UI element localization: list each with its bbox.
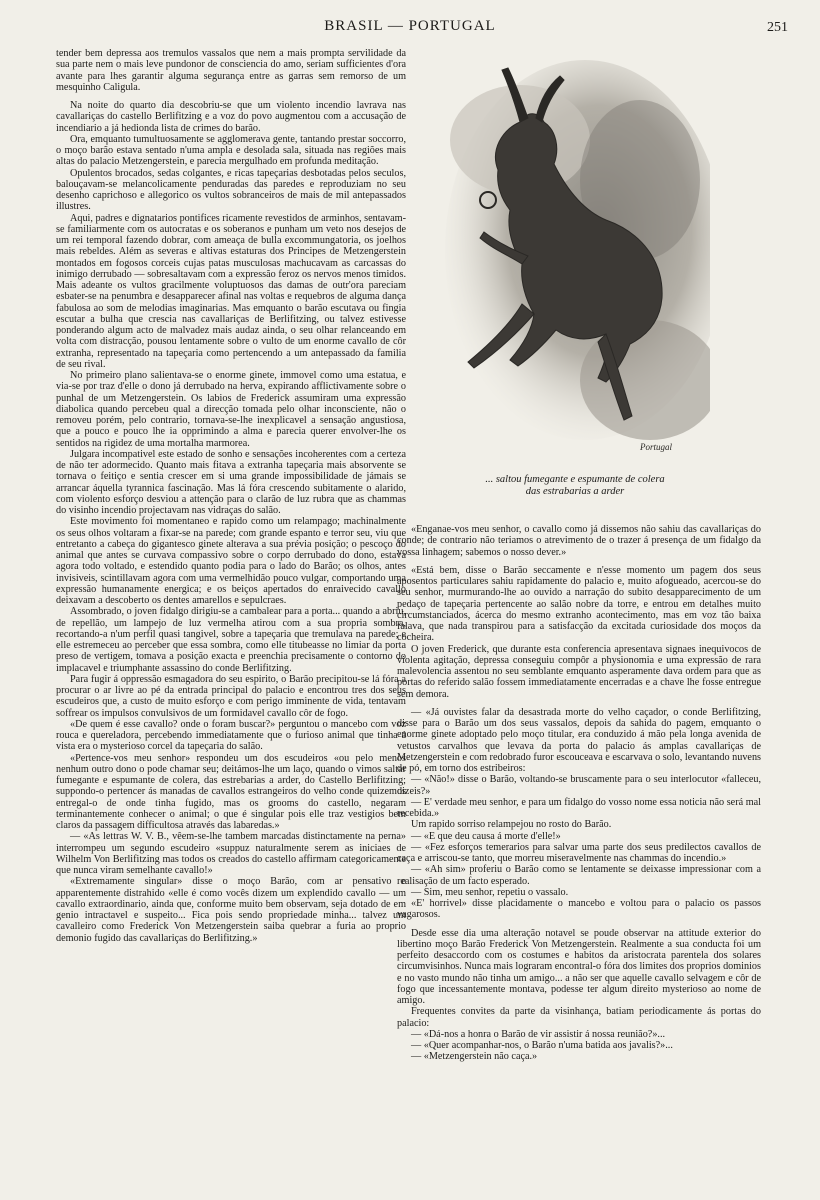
paragraph: — «Fez esforços temerarios para salvar uma parte dos seus predilectos cavallos de caça e arriscou-se tanto, que morreu miseravelmente nas chammas do incendio.» [397, 841, 761, 864]
paragraph: — «Ah sim» proferiu o Barão como se lentamente se deixasse impressionar com a realisação de um facto esperado. [397, 864, 761, 887]
paragraph: Este movimento foi momentaneo e rapido como um relampago; machinalmente os seus olhos voltaram a fixar-se na parede; com grande espanto e terror seu, viu que entretanto a cabeça do gigantesco ginete alterava a sua prévia posição; o pescoço do animal que antes se curvava compassivo sobre o corpo derrubado do dono, estava agora todo voltado, e estendido quanto podia para o lado do Barão; os olhos, antes invisiveis, scintillavam agora com uma vermelhidão pouco vulgar, comportando uma expressão humanamente energica; e os beiços apertados do enraivecido cavallo deixavam a descoberto os dentes amarellos e sepulcraes. [56, 516, 406, 606]
paragraph: «Está bem, disse o Barão seccamente e n'esse momento um pagem dos seus aposentos particulares sahiu rapidamente do palacio e, muito afogueado, acercou-se do seu senhor, murmurando-lhe ao ouvido a narração do subito desapparecimento de um pedaço de tapeçaria pertencente ao salão nobre da torre, e entrou em detalhes muito circumstanciados, ácerca do mesmo extranho acontecimento, mas em voz tão baixa falava, que nada transpirou para a satisfacção da excitada curiosidade dos moços da cocheira. [397, 564, 761, 644]
paragraph: — «E que deu causa á morte d'elle!» [411, 830, 561, 842]
paragraph: «Enganae-vos meu senhor, o cavallo como já dissemos não sahiu das cavallariças do conde; de contrario não teriamos o atrevimento de o trazer á presença de um fidalgo da vossa linhagem; sabemos o nosso dever.» [397, 524, 761, 558]
paragraph: Aqui, padres e dignatarios pontifices ricamente revestidos de arminhos, sentavam-se familiarmente com os autocratas e os soberanos e punham um veto nos desejos de um rei temporal fazendo dobrar, com ameaça de bulla excommungatoria, os joelhos mais rebeldes. Além as severas e altivas estaturas dos Principes de Metzengerstein montados em fogosos corceis cujas patas musculosas machucavam as carcassas do inimigo derrubado — sobresaltavam com a expressão feroz os nervos menos timidos. Mais adeante os vultos gracilmente voluptuosos das damas de outr'ora pareciam esbater-se na penumbra e desapparecer afinal nas voltas e requebros de alguma dança fabulosa ao som de melodias imaginarias. Mas emquanto o barão escutava ou fingia escutar a bulha que crescia nas cavallariças de Berlifitzing, ou talvez estivesse ponderando algum acto de malvadez mais audaz ainda, o seu olhar relanceando em volta com distracção, pousou lentamente sobre o vulto de um enorme cavallo de côr extranha, representado na tapeçaria como pertencendo a um antepassado da familia de seu rival. [56, 212, 406, 370]
paragraph: «Extremamente singular» disse o moço Barão, com ar pensativo e apparentemente distrahido «elle é como vocês dizem um explendido cavallo — um cavallo extraordinario, ainda que, conforme muito bem observam, seja dotado de em genio intractavel e suspeito... Fica pois sendo propriedade minha... talvez um cavalleiro como Frederick Von Metzengerstein saiba quebrar a furia ao proprio demonio fugido das cavallariças do Berlifitzing.» [56, 876, 406, 944]
paragraph: — «Dá-nos a honra o Barão de vir assistir á nossa reunião?»... [411, 1028, 666, 1040]
running-title: BRASIL — PORTUGAL [324, 18, 496, 34]
page-number: 251 [767, 20, 788, 35]
paragraph: Julgara incompativel este estado de sonho e sensações incoherentes com a certeza de não ter adormecido. Quanto mais fitava a extranha tapeçaria mais absorvente se tornava o feitiço e sentia crescer em si uma grande impossibilidade de jámais se arrancar áquella tyrannica fascinação. Mas lá fóra crescendo subitamente o alarido, com violento esforço desviou a attenção para o clarão de luz rubra que as chammas do visinho incendio projectavam nas vidraças do salão. [56, 448, 406, 516]
artist-signature: Portugal [640, 442, 673, 452]
paragraph: O joven Frederick, que durante esta conferencia apresentava signaes inequivocos de violenta agitação, depressa conseguiu compôr a physionomia e uma expressão de rara malevolencia assentou no seu semblante emquanto asperamente dava ordem para que as portas do referido salão fossem immediatamente encerradas e a chave lhe fosse entregue sem demora. [397, 643, 761, 700]
paragraph: «De quem é esse cavallo? onde o foram buscar?» perguntou o mancebo com voz rouca e quereladora, percebendo immediatamente que o furioso animal que tinha á vista era o mysterioso corcel da tapeçaria do salão. [56, 718, 406, 753]
caption-line: das estrabarias a arder [525, 486, 625, 497]
paragraph: Opulentos brocados, sedas colgantes, e ricas tapeçarias desbotadas pelos seculos, balouçavam-se melancolicamente penduradas das paredes e reproduziam no seu desenho caprichoso e allegorico os vultos sobranceiros de mais de mil antepassados illustres. [56, 167, 406, 213]
paragraph: Assombrado, o joven fidalgo dirigiu-se a cambalear para a porta... quando a abriu, de repellão, um lampejo de luz vermelha atirou com a sua propria sombra, recortando-a n'um perfil quasi tangivel, sobre a tapeçaria que tremulava na parede; e elle estremeceu ao perceber que essa sombra, como elle titubeasse no limiar da porta preso de vertigem, tomava a posição exacta e preenchia precisamente o contorno do implacavel e triumphante assassino do conde Berlifitzing. [56, 606, 406, 674]
paragraph: Ora, emquanto tumultuosamente se agglomerava gente, tantando prestar soccorro, o moço barão estava sentado n'uma ampla e desolada sala, situada nas regiões mais altas do palacio Metzengerstein, e parecia mergulhado em profunda meditação. [56, 133, 406, 168]
paragraph: — «As lettras W. V. B., vêem-se-lhe tambem marcadas distinctamente na perna» interrompeu um segundo escudeiro «suppuz naturalmente serem as iniciaes de Wilhelm Von Berlifitzing mas todos os creados do castello affirmam categoricamente que nunca viram semelhante cavallo!» [56, 831, 406, 876]
paragraph: — «Metzengerstein não caça.» [411, 1051, 538, 1063]
paragraph: Para fugir á oppressão esmagadora do seu espirito, o Barão precipitou-se lá fóra a procurar o ar livre ao pé da entrada principal do palacio e encontrou tres dos seus escudeiros que, a custo de muito esforço e com perigo imminente de vida, tentavam soffrear os impulsos convulsivos de um formidavel cavallo côr de fogo. [56, 673, 406, 719]
illustration-caption [440, 474, 710, 498]
paragraph: — «Já ouvistes falar da desastrada morte do velho caçador, o conde Berlifitzing, disse para o Barão um dos seus vassalos, depois da sahida do pagem, emquanto o enorme ginete adoptado pelo moço titular, era conduzido á mão pela longa avenida de vetustos carvalhos que levava da porta do palacio ás amplas cavallariças de Metzengerstein e com redobrado furor escouceava e escarvava o solo, levantando nuvens de pó, em torno dos estribeiros: [397, 706, 761, 774]
paragraph: «Pertence-vos meu senhor» respondeu um dos escudeiros «ou pelo menos nenhum outro dono o pode chamar seu; deitámos-lhe um laço, quando o vimos saltar fumegante e espumante de colera, das estrebarias a arder, do Castello Berlifitzing; suppondo-o pertencer ás manadas de cavallos estrangeiros do velho conde quizemos entregal-o de onde tinha fugido, mas os grooms do castello, negaram terminantemente conhecer o animal; o que é singular pois elle traz vestigios bem claros da passagem difficultosa através das labaredas.» [56, 752, 406, 831]
paragraph: Na noite do quarto dia descobriu-se que um violento incendio lavrava nas cavallariças do castello Berlifitzing e a voz do povo augmentou com a accusação de incendiario a já hedionda lista de crimes do barão. [56, 100, 406, 134]
rearing-horse-illustration [410, 60, 710, 460]
left-column [56, 48, 406, 1173]
paragraph: Um rapido sorriso relampejou no rosto do Barão. [411, 819, 612, 831]
paragraph: Desde esse dia uma alteração notavel se poude observar na attitude exterior do libertino moço Barão Frederick Von Metzengerstein. Realmente a sua conducta foi um perfeito desaccordo com os costumes e habitos da aristocrata parentela dos solares circumvisinhos. Nunca mais lograram encontral-o fóra dos limites dos proprios dominios e no vasto mundo não tinha um amigo... a não ser que aquelle cavallo selvagem e côr de fogo que incessantemente montava, podesse ter algum direito mysterioso ao nome de amigo. [397, 927, 761, 1006]
paragraph: «E' horrivel» disse placidamente o mancebo e voltou para o palacio os passos vagarosos. [397, 898, 761, 921]
paragraph: — «Quer acompanhar-nos, o Barão n'uma batida aos javalis?»... [411, 1040, 673, 1051]
caption-line: ... saltou fumegante e espumante de colera [485, 474, 665, 485]
paragraph: No primeiro plano salientava-se o enorme ginete, immovel como uma estatua, e via-se por traz d'elle o dono já derrubado na herva, expirando afflictivamente sobre o punhal de um Metzengerstein. Os labios de Frederick assumiram uma expressão diabolica quando percebeu qual a direcção tomada pelo olhar inconsciente, não o removeu porém, pelo contrario, tornava-se-lhe inexplicavel a sensação angustiosa, que a pouco e pouco lhe ia opprimindo a alma e parecia querer envolver-lhe os sentidos na rigidez de uma mortalha marmorea. [56, 370, 406, 449]
paragraph: — E' verdade meu senhor, e para um fidalgo do vosso nome essa noticia não será mal recebida.» [397, 796, 761, 819]
page-header [0, 18, 820, 40]
paragraph: — Sim, meu senhor, repetiu o vassalo. [411, 886, 569, 898]
right-column [397, 524, 761, 1164]
paragraph: — «Não!» disse o Barão, voltando-se bruscamente para o seu interlocutor «falleceu, dizeis?» [397, 774, 761, 797]
paragraph: tender bem depressa aos tremulos vassalos que nem a mais prompta servilidade da sua parte nem o mais leve pundonor de consciencia do amo, seriam sufficientes d'ora avante para lhes garantir alguma segurança entre as garras sem remorso de um mesquinho Caligula. [56, 48, 406, 93]
paragraph: Frequentes convites da parte da visinhança, batiam periodicamente ás portas do palacio: [397, 1006, 761, 1029]
